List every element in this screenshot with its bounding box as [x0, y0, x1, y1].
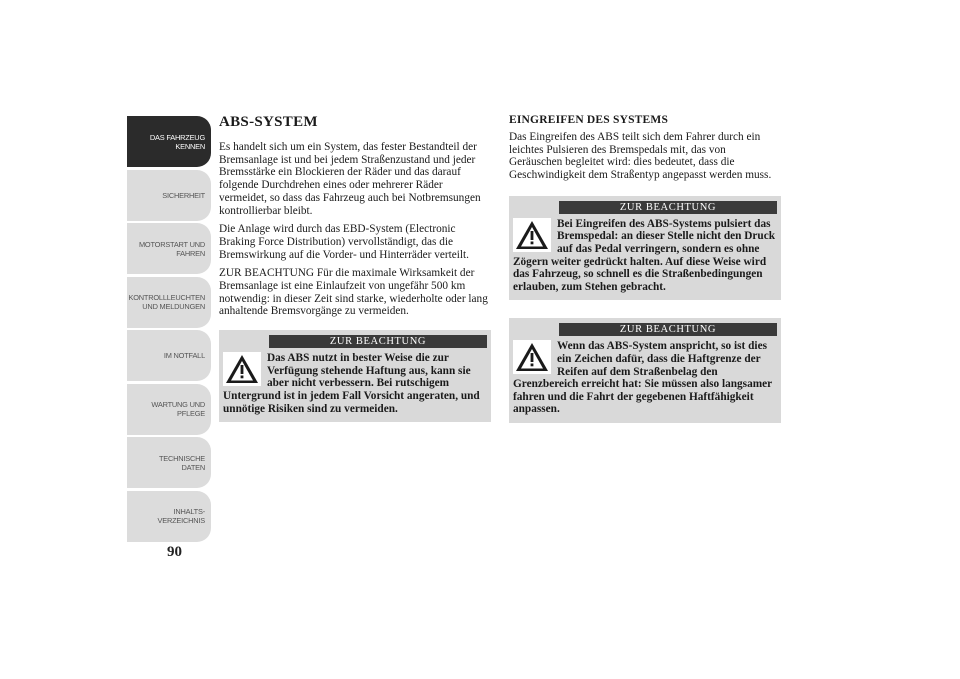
- paragraph: Die Anlage wird durch das EBD-System (Electronic Braking Force Distribution) vervollständigt, das die Bremswirkung auf die Vorder- und Hinterräder verteilt.: [219, 223, 470, 261]
- section-title: ABS-SYSTEM: [219, 114, 318, 130]
- sidebar-item-sicherheit[interactable]: [127, 170, 211, 221]
- sidebar-item-im-notfall[interactable]: [127, 330, 211, 381]
- paragraph: ZUR BEACHTUNG Für die maximale Wirksamkeit der Bremsanlage ist eine Einlaufzeit von ungefähr 500 km notwendig: in dieser Zeit sind starke, wiederholte oder lang anhaltende Bremsvorgänge zu vermeiden.: [219, 267, 488, 318]
- warning-triangle-icon: [223, 352, 261, 386]
- warning-header: ZUR BEACHTUNG: [559, 323, 777, 336]
- sidebar-item-label: DAS FAHRZEUG KENNEN: [149, 132, 205, 151]
- warning-box: [509, 318, 781, 423]
- warning-triangle-icon: [513, 218, 551, 252]
- sidebar-item-label: MOTORSTART UND FAHREN: [138, 239, 205, 258]
- warning-header: ZUR BEACHTUNG: [559, 201, 777, 214]
- warning-header: ZUR BEACHTUNG: [269, 335, 487, 348]
- sidebar-item-das-fahrzeug-kennen[interactable]: [127, 116, 211, 167]
- sidebar-item-inhaltsverzeichnis[interactable]: [127, 491, 211, 542]
- sidebar-item-label: INHALTS- VERZEICHNIS: [157, 507, 205, 525]
- warning-box: [509, 196, 781, 301]
- warning-box: [219, 330, 491, 422]
- sidebar-item-label: KONTROLLLEUCHTEN UND MELDUNGEN: [128, 293, 205, 311]
- warning-text: Das ABS nutzt in bester Weise die zur Verfügung stehende Haftung aus, kann sie aber nicht verbessern. Bei rutschigem Untergrund ist in jedem Fall Vorsicht angeraten, und unnötige Risiken sind zu vermeiden.: [223, 352, 480, 415]
- section-subtitle: EINGREIFEN DES SYSTEMS: [509, 114, 669, 126]
- right-column: [509, 114, 781, 423]
- sidebar-item-motorstart-und-fahren[interactable]: [127, 223, 211, 274]
- paragraph: Es handelt sich um ein System, das fester Bestandteil der Bremsanlage ist und bei jedem Straßenzustand und jeder Bremsstärke ein Blockieren der Räder und das darauf folgende Durchdrehen eines oder mehrerer Räder vermeidet, so dass das Fahrzeug auch bei Notbremsungen kontrollierbar bleibt.: [219, 141, 481, 217]
- warning-text: Wenn das ABS-System anspricht, so ist dies ein Zeichen dafür, dass die Haftgrenze der Reifen auf dem Straßenbelag den Grenzbereich erreicht hat: Sie müssen also langsamer fahren und die Fahrt der gegebenen Haftfähigkeit anpassen.: [513, 340, 772, 416]
- sidebar-item-label: WARTUNG UND PFLEGE: [151, 400, 205, 418]
- paragraph: Das Eingreifen des ABS teilt sich dem Fahrer durch ein leichtes Pulsieren des Bremspedals mit, das von Geräuschen begleitet wird: dies bedeutet, dass die Geschwindigkeit dem Straßentyp angepasst werden muss.: [509, 131, 772, 182]
- sidebar-item-technische-daten[interactable]: [127, 437, 211, 488]
- sidebar-item-kontrollleuchten[interactable]: [127, 277, 211, 328]
- sidebar-item-label: SICHERHEIT: [162, 190, 205, 200]
- sidebar-item-label: TECHNISCHE DATEN: [158, 453, 205, 472]
- sidebar-item-label: IM NOTFALL: [163, 351, 205, 360]
- warning-triangle-icon: [513, 340, 551, 374]
- left-column: [219, 114, 491, 422]
- warning-text: Bei Eingreifen des ABS-Systems pulsiert das Bremspedal: an dieser Stelle nicht den Druck auf das Pedal verringern, sondern es ohne Zögern weiter gedrückt halten. Auf diese Weise wird das Fahrzeug, so schnell es die Straßenbedingungen erlauben, zum Stehen gebracht.: [513, 217, 775, 293]
- chapter-sidebar: [127, 116, 211, 544]
- page-number: 90: [167, 544, 182, 560]
- sidebar-item-wartung-und-pflege[interactable]: [127, 384, 211, 435]
